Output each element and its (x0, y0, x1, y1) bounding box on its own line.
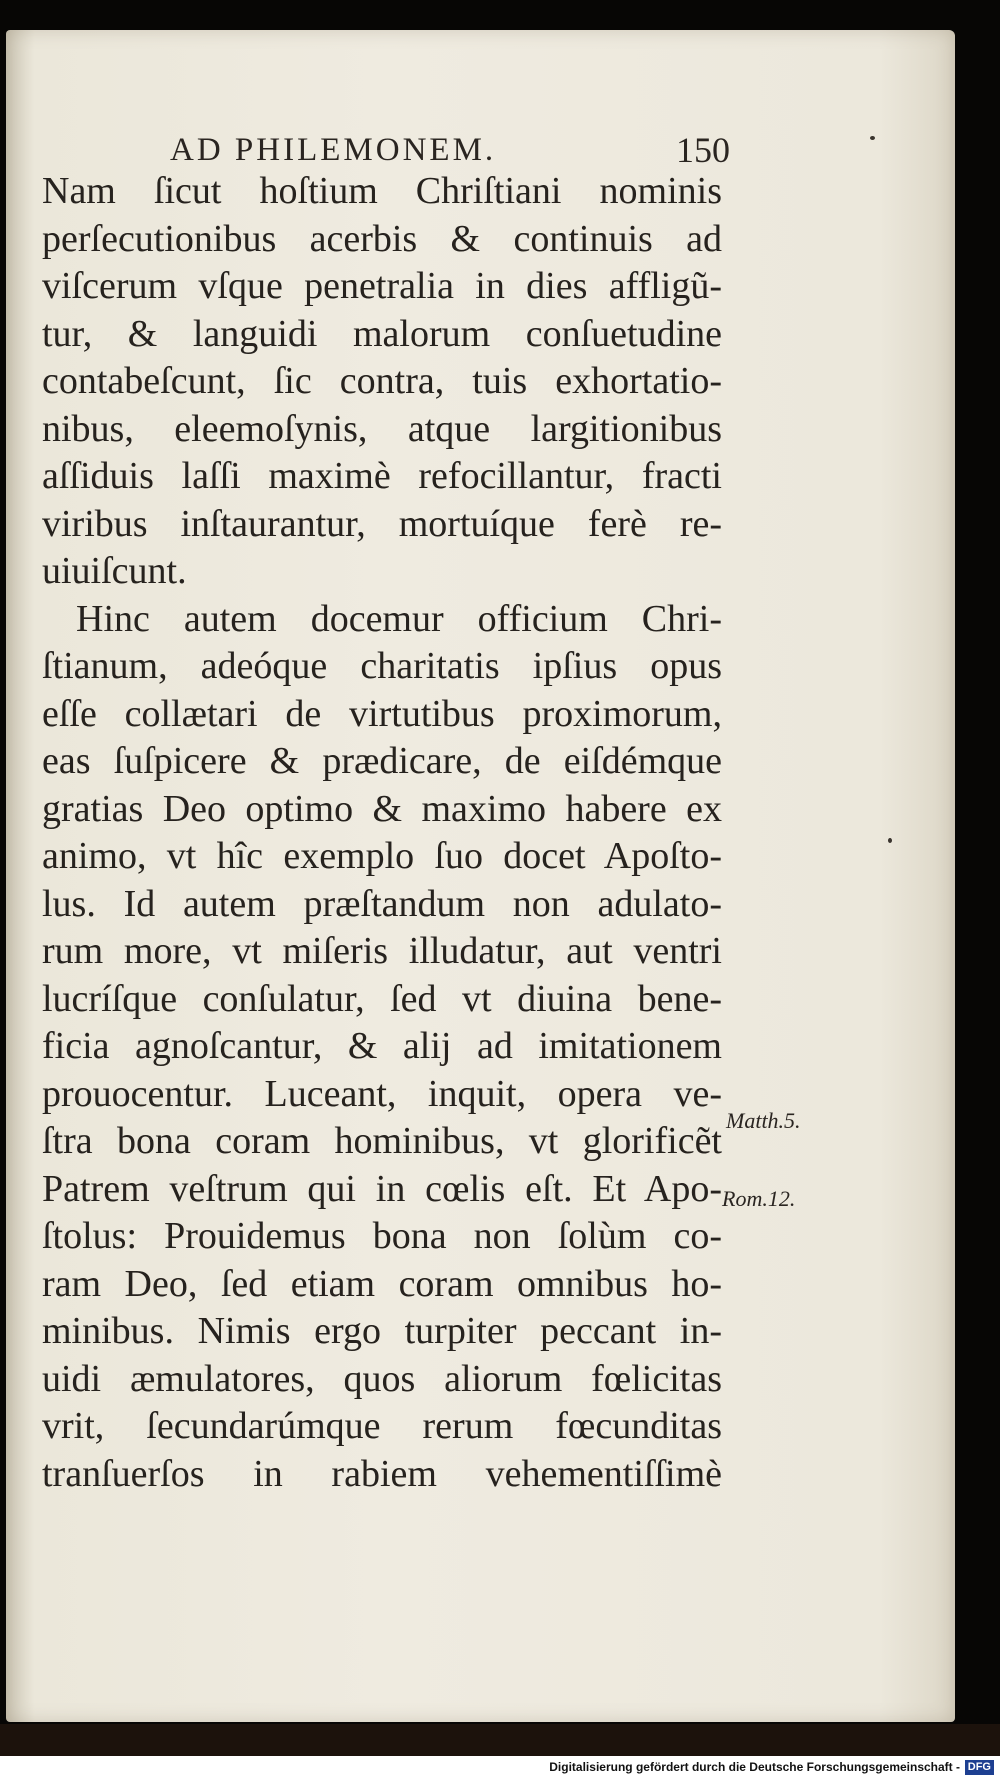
text-line: vrit, ſecundarúmque rerum fœcunditas (42, 1405, 722, 1447)
text-line: uidi æmulatores, quos aliorum fœlicitas (42, 1357, 722, 1400)
ink-speck (870, 136, 875, 140)
text-line: tranſuerſos in rabiem vehementiſſimè (42, 1452, 722, 1495)
text-line: viſcerum vſque penetralia in dies affligũ- (42, 265, 722, 307)
text-line: lucríſque conſulatur, ſed vt diuina bene- (42, 977, 722, 1020)
text-line: Nam ſicut hoſtium Chriſtiani nominis (42, 170, 722, 212)
text-line: Hinc autem docemur officium Chri- (76, 597, 722, 640)
dfg-logo: DFG (965, 1760, 994, 1775)
footer-bar (0, 1756, 1000, 1780)
text-line: eas ſuſpicere & prædicare, de eiſdémque (42, 740, 722, 782)
text-line: aſſiduis laſſi maximè refocillantur, fracti (42, 455, 722, 497)
text-line: tur, & languidi malorum conſuetudine (42, 312, 722, 355)
text-line: prouocentur. Luceant, inquit, opera ve- (42, 1072, 722, 1115)
ink-speck (888, 838, 892, 843)
text-line: minibus. Nimis ergo turpiter peccant in- (42, 1310, 722, 1352)
marginal-note-matthew: Matth.5. (726, 1108, 801, 1133)
text-line: viribus inſtaurantur, mortuíque ferè re- (42, 502, 722, 545)
running-head-title: AD PHILEMONEM. (170, 132, 497, 168)
text-line: ſtra bona coram hominibus, vt glorificẽt (42, 1120, 722, 1162)
funding-credit: Digitalisierung gefördert durch die Deutsche Forschungsgemeinschaft - (549, 1760, 960, 1774)
running-head (170, 130, 730, 170)
text-line: gratias Deo optimo & maximo habere ex (42, 787, 722, 830)
text-line: lus. Id autem præſtandum non adulato- (42, 882, 722, 925)
text-line: Patrem veſtrum qui in cœlis eſt. Et Apo- (42, 1167, 722, 1210)
text-line: ſtianum, adeóque charitatis ipſius opus (42, 645, 722, 687)
page-number: 150 (676, 130, 730, 170)
scan-bottom-edge (0, 1724, 1000, 1756)
text-line: ram Deo, ſed etiam coram omnibus ho- (42, 1262, 722, 1305)
text-line: perſecutionibus acerbis & continuis ad (42, 217, 722, 260)
marginal-note-romans: Rom.12. (722, 1186, 796, 1211)
text-line: animo, vt hîc exemplo ſuo docet Apoſto- (42, 835, 722, 877)
text-line: uiuiſcunt. (42, 550, 187, 592)
text-line: contabeſcunt, ſic contra, tuis exhortatio- (42, 360, 722, 402)
text-line: eſſe collætari de virtutibus proximorum, (42, 692, 722, 735)
text-line: ficia agnoſcantur, & alij ad imitationem (42, 1025, 722, 1067)
text-line: rum more, vt miſeris illudatur, aut ventri (42, 930, 722, 972)
text-line: nibus, eleemoſynis, atque largitionibus (42, 407, 722, 450)
text-line: ſtolus: Prouidemus bona non ſolùm co- (42, 1215, 722, 1257)
body-text (42, 168, 722, 1498)
